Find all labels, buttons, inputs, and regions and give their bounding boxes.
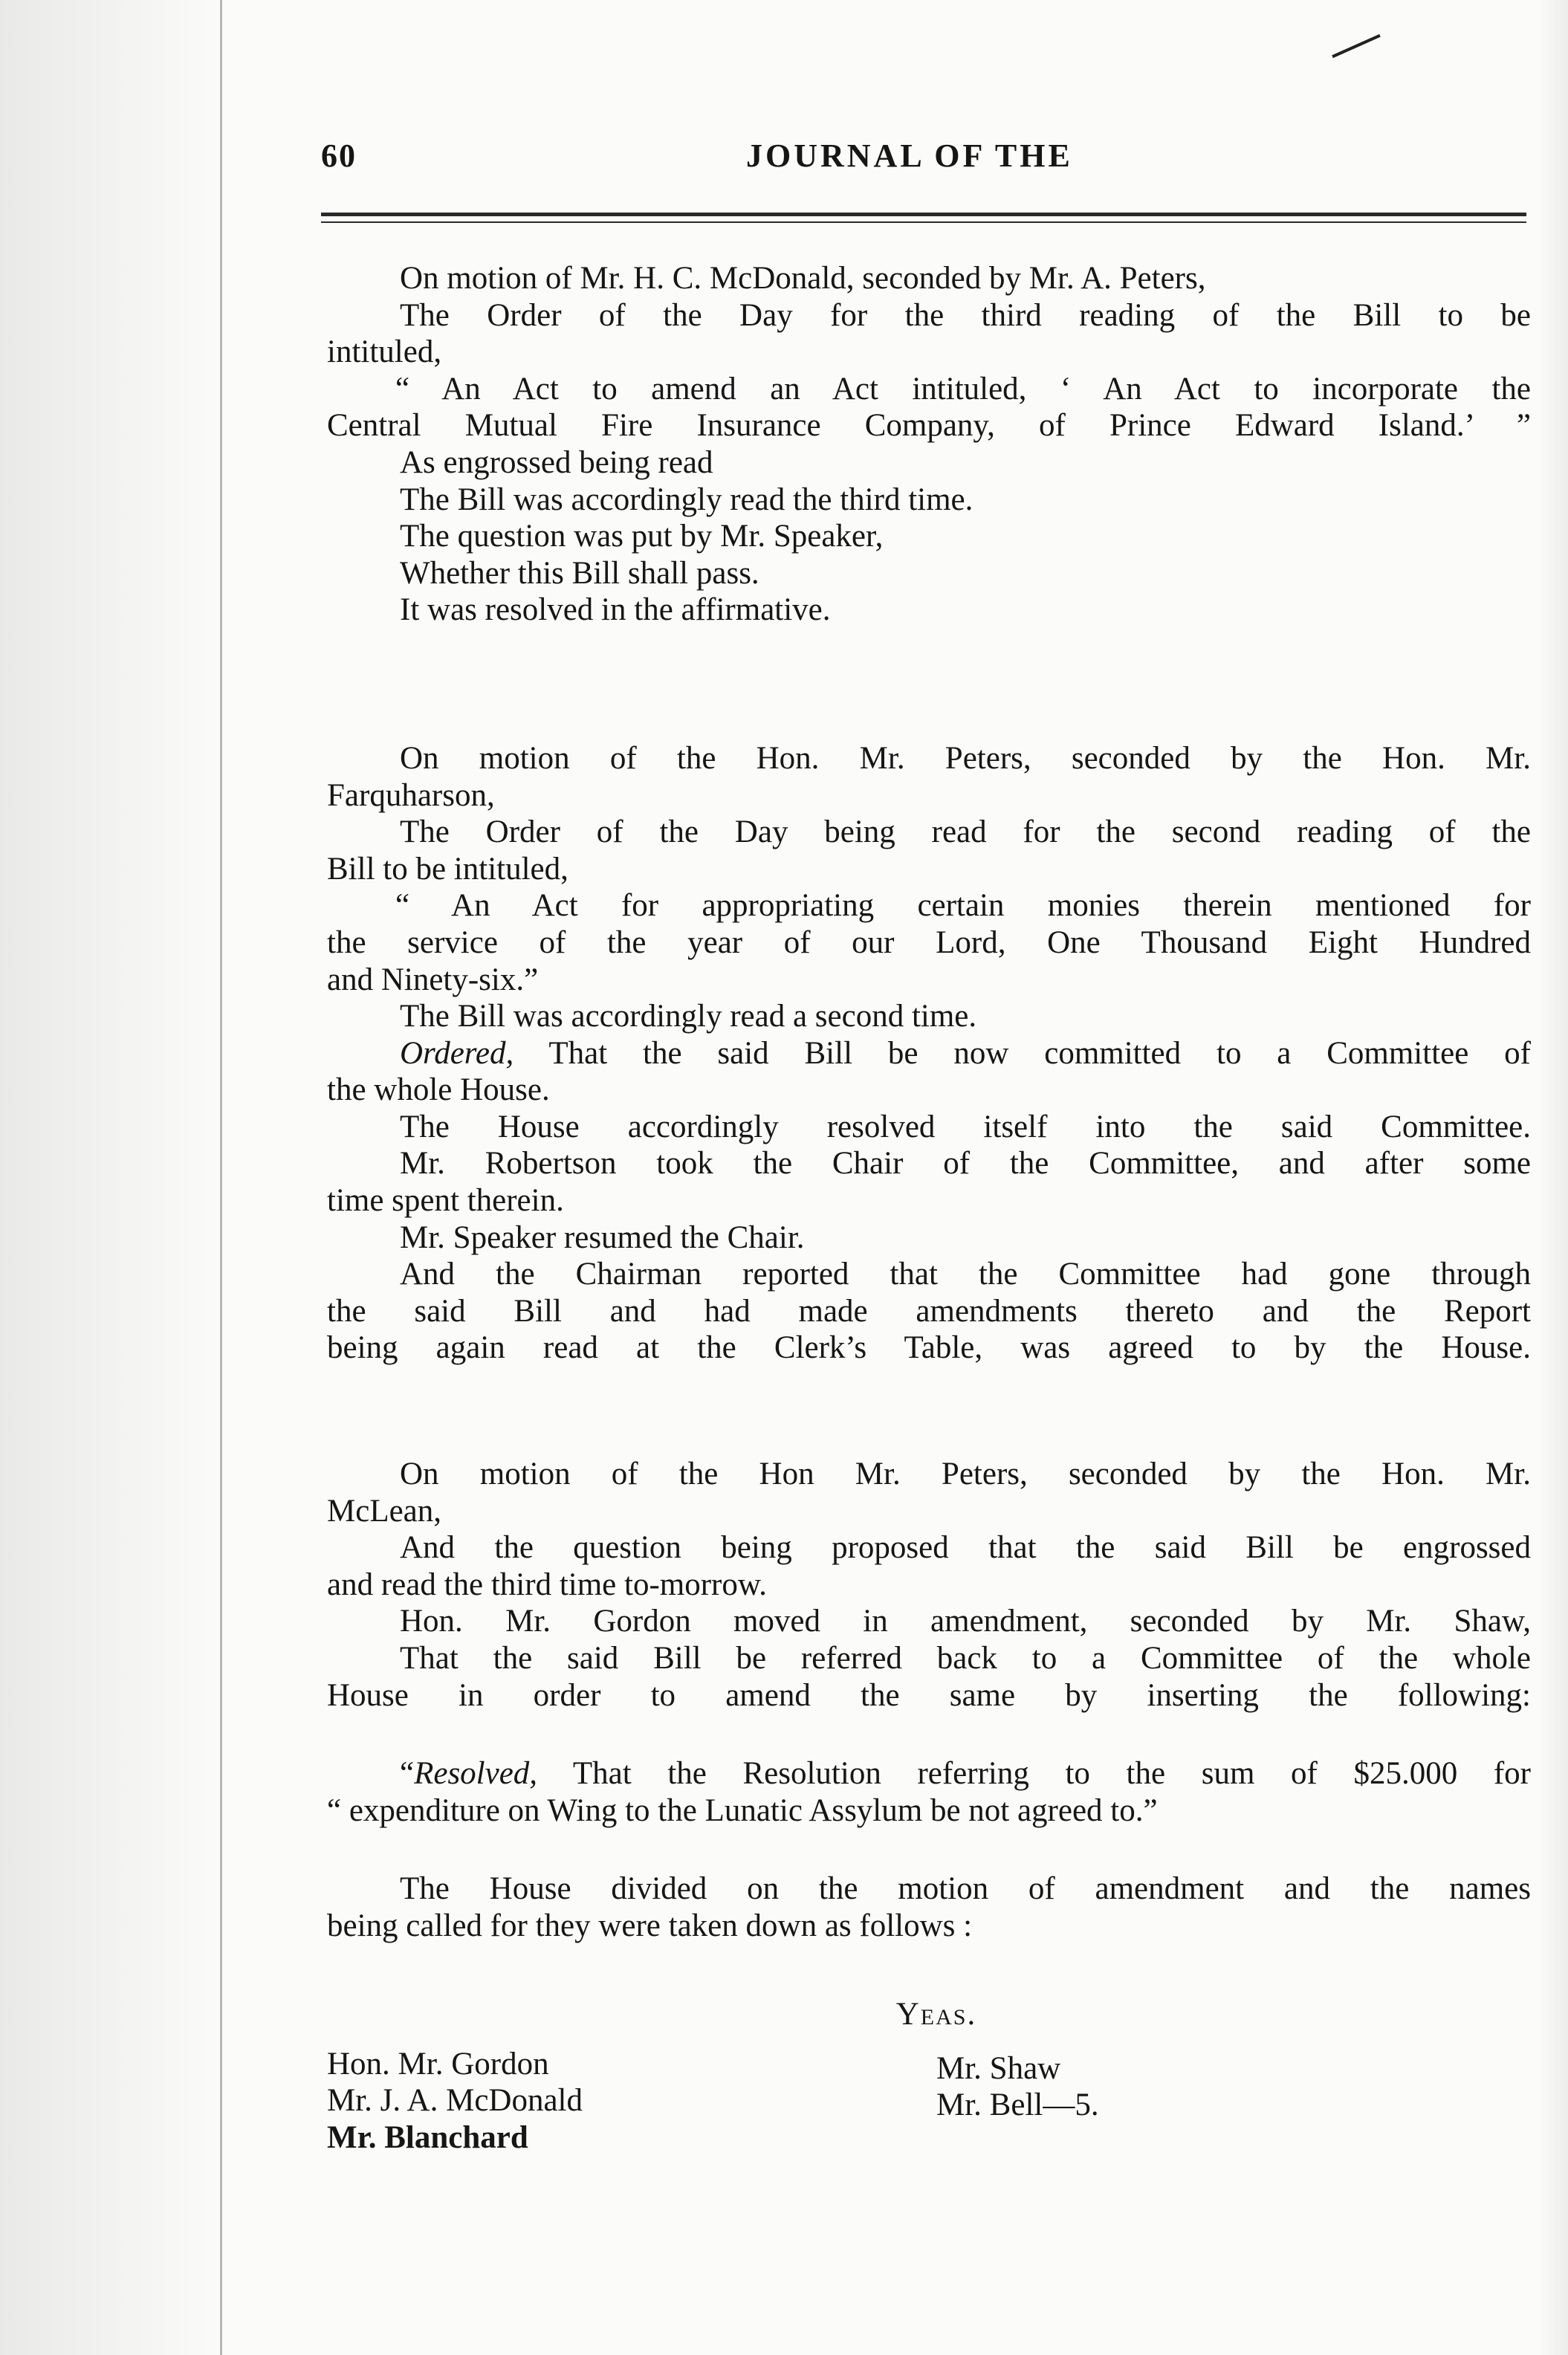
text-line: and read the third time to-morrow. xyxy=(327,1567,767,1602)
yea-name: Mr. Bell—5. xyxy=(936,2087,1099,2123)
motion-line: On motion of the Hon Mr. Peters, seconded by the Hon. Mr. xyxy=(400,1457,1531,1492)
text-line: Bill to be intituled, xyxy=(327,851,568,887)
text-line: And the question being proposed that the said Bill be engrossed xyxy=(400,1530,1531,1566)
yeas-spacer xyxy=(327,1945,1531,1983)
page-number: 60 xyxy=(321,137,357,174)
order-line xyxy=(327,1035,1531,1072)
text-line: The Bill was accordingly read the third time. xyxy=(400,482,973,517)
entry-appropriation-bill-second-reading xyxy=(327,740,1531,1367)
pencil-tick-mark xyxy=(1332,34,1381,58)
text-line: the whole House. xyxy=(327,1072,550,1108)
text-line: being again read at the Clerk’s Table, was agreed to by the House. xyxy=(327,1330,1531,1366)
page-edge-shadow xyxy=(0,0,223,2355)
text-line: The House accordingly resolved itself into the said Committee. xyxy=(400,1109,1531,1144)
page-header xyxy=(321,137,1525,181)
header-rule-thick xyxy=(321,213,1526,216)
entry-insurance-bill-third-reading xyxy=(327,260,1531,629)
binding-margin-line xyxy=(220,0,222,2355)
bill-title-line: “ An Act for appropriating certain monies therein mentioned for xyxy=(395,888,1531,924)
resolution-text: That the Resolution referring to the sum of $25.000 for xyxy=(537,1756,1531,1792)
text-line: House in order to amend the same by inserting the following: xyxy=(327,1677,1531,1713)
yea-name: Mr. J. A. McDonald xyxy=(327,2083,583,2119)
text-line: Mr. Robertson took the Chair of the Committee, and after some xyxy=(400,1146,1531,1182)
yeas-heading: Yeas. xyxy=(895,1996,977,2032)
yeas-left-column xyxy=(327,2046,583,2157)
text-line: The House divided on the motion of amendment and the names xyxy=(400,1871,1531,1907)
text-line: being called for they were taken down as follows : xyxy=(327,1908,973,1943)
bill-title-line: Central Mutual Fire Insurance Company, of Prince Edward Island.’ ” xyxy=(327,408,1531,444)
text-line: As engrossed being read xyxy=(400,444,713,480)
quoted-resolution-line: “ expenditure on Wing to the Lunatic Assylum be not agreed to.” xyxy=(327,1792,1158,1828)
ordered-label: Ordered, xyxy=(400,1035,514,1071)
open-quote: “ xyxy=(400,1756,415,1792)
text-line: Mr. Speaker resumed the Chair. xyxy=(400,1219,805,1255)
motion-line: On motion of Mr. H. C. McDonald, seconded by Mr. A. Peters, xyxy=(400,261,1206,296)
yea-name: Mr. Shaw xyxy=(936,2050,1061,2086)
text-line: And the Chairman reported that the Committee had gone through xyxy=(400,1257,1531,1292)
resolved-label: Resolved, xyxy=(414,1756,538,1792)
text-line: The Order of the Day for the third reading of the Bill to be xyxy=(400,297,1531,333)
bill-title-line: the service of the year of our Lord, One Thousand Eight Hundred xyxy=(327,924,1531,960)
section-spacer xyxy=(327,629,1531,740)
section-spacer xyxy=(327,1367,1531,1456)
order-text: That the said Bill be now committed to a Committee of xyxy=(514,1035,1531,1071)
yeas-list xyxy=(327,2046,1531,2165)
page-right-edge xyxy=(1538,0,1568,2355)
quote-spacer xyxy=(327,1714,1531,1755)
journal-body xyxy=(327,260,1531,2165)
text-line: Whether this Bill shall pass. xyxy=(400,555,759,591)
entry-amendment-motion xyxy=(327,1456,1531,1945)
text-line: The question was put by Mr. Speaker, xyxy=(400,519,884,554)
text-line: the said Bill and had made amendments thereto and the Report xyxy=(327,1293,1531,1329)
text-line: The Order of the Day being read for the second reading of the xyxy=(400,814,1531,850)
yea-name: Hon. Mr. Gordon xyxy=(327,2046,549,2082)
text-line: The Bill was accordingly read a second time. xyxy=(400,999,977,1034)
quote-spacer xyxy=(327,1829,1531,1870)
text-line: McLean, xyxy=(327,1493,442,1529)
text-line: Hon. Mr. Gordon moved in amendment, seconded by Mr. Shaw, xyxy=(400,1604,1531,1639)
yeas-right-column xyxy=(936,2050,1099,2124)
text-line: intituled, xyxy=(327,334,442,370)
resolution-line: It was resolved in the affirmative. xyxy=(400,592,831,628)
text-line: Farquharson, xyxy=(327,777,495,813)
bill-title-line: and Ninety-six.” xyxy=(327,962,539,997)
text-line: That the said Bill be referred back to a Committee of the whole xyxy=(400,1641,1531,1676)
quoted-resolution-line xyxy=(327,1755,1531,1792)
running-title: JOURNAL OF THE xyxy=(746,137,1073,174)
text-line: time spent therein. xyxy=(327,1183,564,1219)
bill-title-line: “ An Act to amend an Act intituled, ‘ An Act to incorporate the xyxy=(395,371,1531,406)
motion-line: On motion of the Hon. Mr. Peters, seconded by the Hon. Mr. xyxy=(400,740,1531,776)
yea-name: Mr. Blanchard xyxy=(327,2119,528,2155)
header-rule-thin xyxy=(321,221,1526,223)
